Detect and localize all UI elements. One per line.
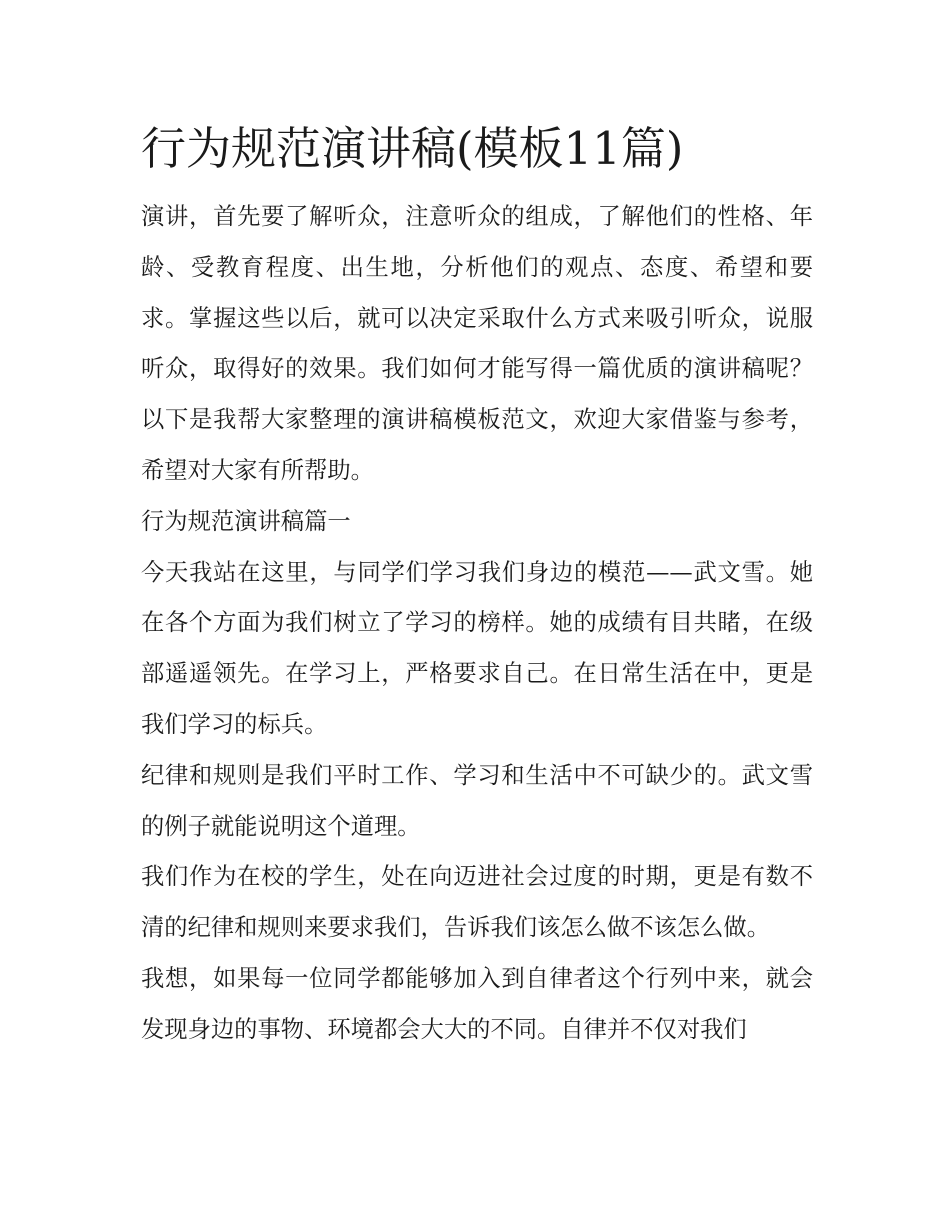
document-body [141, 118, 813, 1056]
body-paragraph: 我们作为在校的学生，处在向迈进社会过度的时期，更是有数不清的纪律和规则来要求我们，告诉我们该怎么做不该怎么做。 [141, 863, 813, 942]
body-paragraph: 今天我站在这里，与同学们学习我们身边的模范——武文雪。她在各个方面为我们树立了学习的榜样。她的成绩有目共睹，在级部遥遥领先。在学习上，严格要求自己。在日常生活在中，更是我们学习的标兵。 [141, 558, 813, 738]
body-paragraph: 我想，如果每一位同学都能够加入到自律者这个行列中来，就会发现身边的事物、环境都会大大的不同。自律并不仅对我们 [141, 964, 813, 1043]
body-paragraph: 纪律和规则是我们平时工作、学习和生活中不可缺少的。武文雪的例子就能说明这个道理。 [141, 761, 813, 840]
section-heading: 行为规范演讲稿篇一 [141, 507, 351, 535]
intro-paragraph: 演讲，首先要了解听众，注意听众的组成，了解他们的性格、年龄、受教育程度、出生地，分析他们的观点、态度、希望和要求。掌握这些以后，就可以决定采取什么方式来吸引听众，说服听众，取得好的效果。我们如何才能写得一篇优质的演讲稿呢？以下是我帮大家整理的演讲稿模板范文，欢迎大家借鉴与参考，希望对大家有所帮助。 [141, 203, 813, 484]
document-title: 行为规范演讲稿(模板11篇) [141, 122, 684, 175]
